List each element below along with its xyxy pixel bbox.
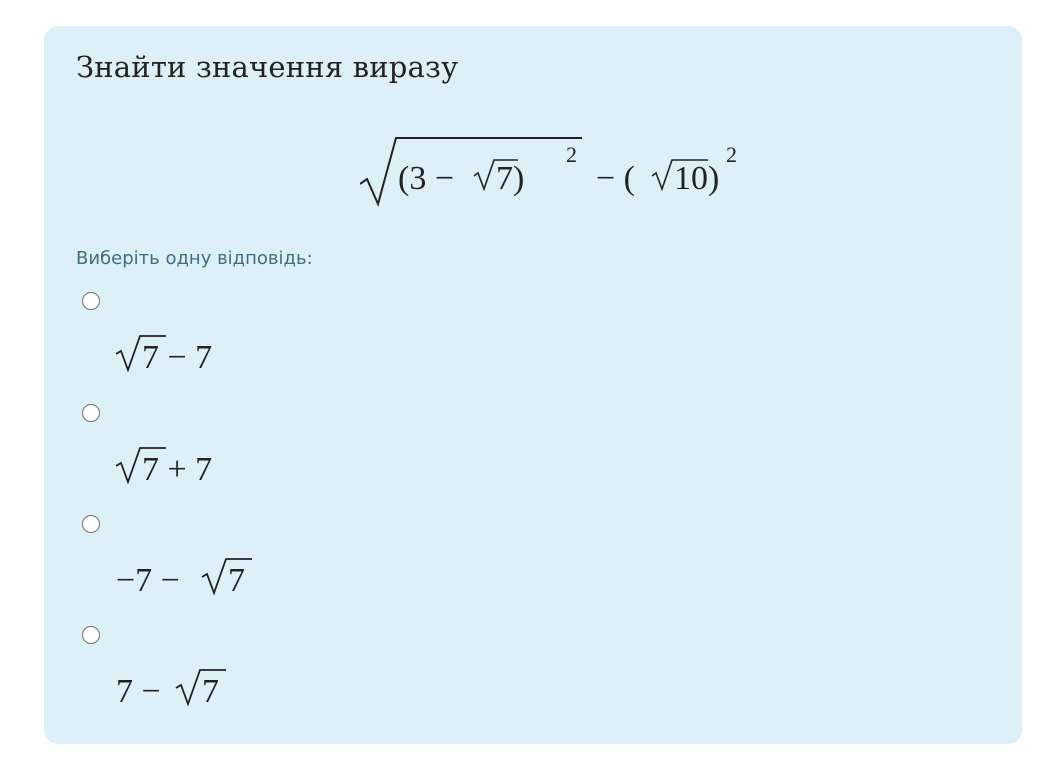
svg-text:(3 −: (3 −: [398, 160, 454, 197]
answer-option-4[interactable]: [82, 626, 482, 726]
radio-button[interactable]: [82, 626, 100, 644]
svg-text:10): 10): [674, 160, 720, 197]
svg-text:7 −: 7 −: [116, 673, 161, 710]
svg-text:7: 7: [228, 562, 245, 599]
answer-option-1[interactable]: [82, 292, 482, 392]
answer-label: [116, 328, 236, 376]
svg-text:7: 7: [202, 673, 219, 710]
question-title: Знайти значення виразу: [76, 50, 459, 84]
svg-text:2: 2: [726, 142, 737, 167]
radio-button[interactable]: [82, 292, 100, 310]
answer-option-3[interactable]: [82, 515, 482, 615]
svg-text:7 − 7: 7 − 7: [142, 339, 213, 376]
answer-label: [116, 551, 266, 599]
svg-text:2: 2: [566, 142, 577, 167]
svg-text:−7 −: −7 −: [116, 562, 180, 599]
question-formula: [360, 134, 740, 216]
svg-text:− (: − (: [596, 160, 635, 197]
svg-text:7 + 7: 7 + 7: [142, 451, 213, 488]
question-card: [44, 26, 1022, 744]
svg-text:7): 7): [496, 160, 525, 197]
radio-button[interactable]: [82, 404, 100, 422]
answer-prompt: Виберіть одну відповідь:: [76, 248, 313, 269]
answer-label: [116, 440, 236, 488]
answer-option-2[interactable]: [82, 404, 482, 504]
radio-button[interactable]: [82, 515, 100, 533]
answer-label: [116, 662, 236, 710]
